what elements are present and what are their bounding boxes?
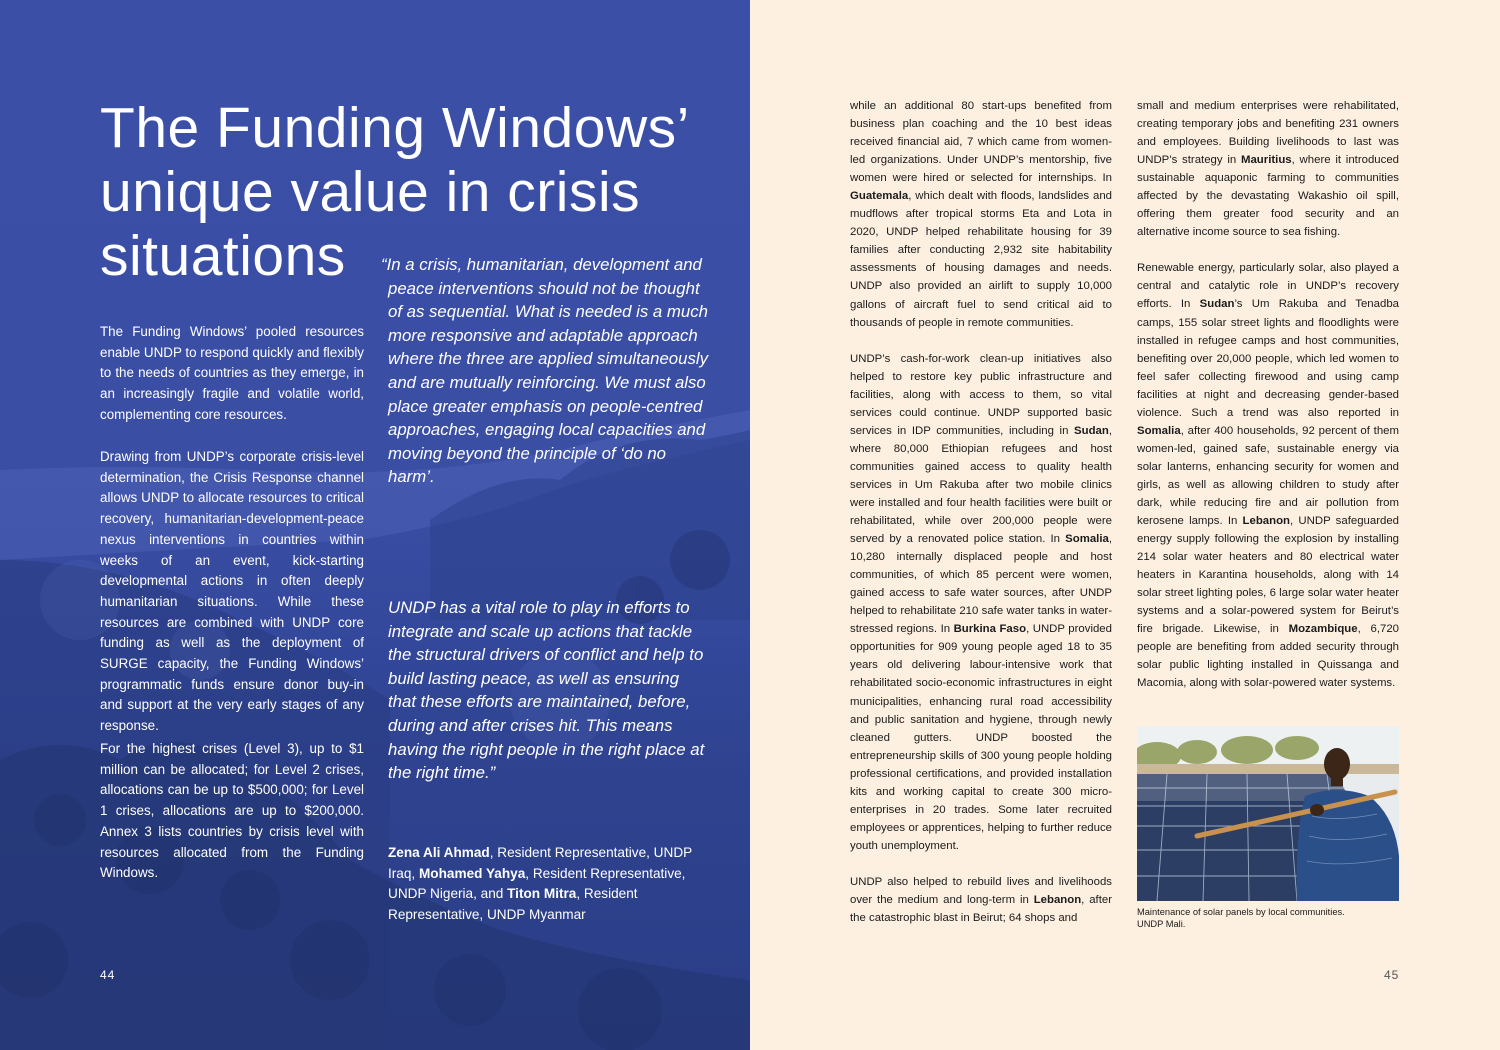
country-name: Mauritius <box>1240 154 1292 167</box>
text-column-2 <box>1137 97 1399 711</box>
page-number: 44 <box>100 968 116 982</box>
page-title: The Funding Windows’ unique value in crisis situations <box>100 96 688 288</box>
text-run: , after the catastrophic blast in Beirut; 64 shops and <box>850 893 1112 925</box>
speaker-name: Zena Ali Ahmad <box>388 845 490 860</box>
paragraph <box>850 97 1112 332</box>
crisis-response-paragraph: Drawing from UNDP’s corporate crisis-level determination, the Crisis Response channel allows UNDP to allocate resources to critical recovery, humanitarian-development-peace nexus interventions in countries within weeks of an event, kick-starting developmental actions in often deeply humanitarian situations. While these resources are combined with UNDP core funding as well as the deployment of SURGE capacity, the Funding Windows’ programmatic funds ensure donor buy-in and support at the very early stages of any response. <box>100 449 364 734</box>
country-name: Burkina Faso <box>953 623 1027 636</box>
speaker-role: , Resident Representative, UNDP Nigeria, and <box>388 865 686 901</box>
crisis-level-paragraph: For the highest crises (Level 3), up to $1 million can be allocated; for Level 2 crises, allocations can be up to $500,000; for Level 1 crises, allocations are up to $200,000. Annex 3 lists countries by crisis level with resources allocated from the Funding Windows. <box>100 741 364 881</box>
text-run: , where it introduced sustainable aquaponic farming to communities affected by the devastating Wakashio oil spill, offering them greater food security and an alternative income source to sea fishing. <box>1137 154 1399 239</box>
text-run: small and medium enterprises were rehabilitated, creating temporary jobs and benefiting 231 owners and employees. Building livelihoods to last was UNDP’s strategy in <box>1137 100 1399 167</box>
text-run: , which dealt with floods, landslides and mudflows after tropical storms Eta and Lota in 2020, UNDP helped rehabilitate housing for 39 families after conducting 2,932 site habitability assessments of housing damages and needs. UNDP also provided an airlift to supply 10,000 gallons of aircraft fuel to send critical aid to thousands of people in remote communities. <box>850 190 1112 329</box>
country-name: Lebanon <box>1242 515 1291 528</box>
text-run: , 6,720 people are benefiting from added security through solar public lighting installed in Quissanga and Macomia, along with solar-powered water systems. <box>1137 623 1399 690</box>
text-run: , UNDP safeguarded energy supply following the explosion by installing 214 solar water heaters and 80 electrical water heaters in Karantina households, along with 14 solar street lighting poles, 6 large solar water heater systems and a solar-powered system for Beirut’s fire brigade. Likewise, in <box>1137 515 1399 636</box>
caption-text: Maintenance of solar panels by local communities. <box>1137 907 1345 917</box>
text-run: , where 80,000 Ethiopian refugees and host communities gained access to quality health services in Um Rakuba after two mobile clinics were installed and four health facilities were built or rehabilitated, while over 200,000 people were served by a renovated police station. In <box>850 424 1112 546</box>
paragraph <box>1137 97 1399 241</box>
country-name: Guatemala <box>850 190 909 203</box>
text-run: UNDP’s cash-for-work clean-up initiatives also helped to restore key public infrastructure and facilities, along with access to them, so vital services could continue. UNDP supported basic services in IDP communities, including in <box>850 352 1112 437</box>
country-name: Mozambique <box>1288 623 1358 636</box>
text-run: UNDP also helped to rebuild lives and livelihoods over the medium and long-term in <box>850 875 1112 906</box>
speaker-role: , Resident Representative, UNDP Myanmar <box>388 886 638 922</box>
page-number: 45 <box>1384 968 1400 982</box>
paragraph <box>850 350 1112 855</box>
text-run: ’s Um Rakuba and Tenadba camps, 155 solar street lights and floodlights were installed in refugee camps and host communities, benefiting over 20,000 people, which led women to feel safer collecting firewood and using camp facilities at night and decreasing gender-based violence. Such a trend was also reported in <box>1137 298 1399 419</box>
speaker-role: , Resident Representative, UNDP Iraq, <box>388 845 692 881</box>
paragraph <box>1137 259 1399 692</box>
speaker-name: Mohamed Yahya <box>418 865 526 881</box>
pull-quote-part-2: UNDP has a vital role to play in efforts to integrate and scale up actions that tackle the structural drivers of conflict and help to build lasting peace, as well as ensuring that these efforts are maintained, before, during and after crises hit. This means having the right people in the right place at the right time.” <box>388 598 705 783</box>
right-page <box>750 0 1500 1050</box>
country-name: Somalia <box>1065 533 1109 546</box>
caption-credit: UNDP Mali. <box>1137 918 1186 929</box>
quote-attribution <box>388 843 718 925</box>
speaker-name: Titon Mitra <box>507 886 577 901</box>
text-run: , after 400 households, 92 percent of them women-led, gained safe, sustainable energy via solar lanterns, enhancing security for women and girls, as well as allowing children to study after dark, while reducing fire and air pollution from kerosene lamps. In <box>1137 424 1399 528</box>
text-run: , UNDP provided opportunities for 909 young people aged 18 to 35 years old delivering labour-intensive work that rehabilitated socio-economic infrastructures in eight municipalities, enhancing rural road accessibility and public sanitation and hygiene, through newly cleaned gutters. UNDP boosted the entrepreneurship skills of 300 young people holding professional certifications, and provided installation kits and working capital to create 300 micro-enterprises in 20 trades. Some later recruited employees or apprentices, helping to further reduce youth unemployment. <box>850 623 1112 852</box>
country-name: Sudan <box>1074 424 1109 437</box>
country-name: Sudan <box>1199 298 1235 311</box>
country-name: Lebanon <box>1033 893 1082 906</box>
intro-paragraph: The Funding Windows’ pooled resources enable UNDP to respond quickly and flexibly to the needs of countries as they emerge, in an increasingly fragile and volatile world, complementing core resources. <box>100 324 364 422</box>
solar-panel-photo <box>1137 726 1399 901</box>
country-name: Somalia <box>1137 424 1181 437</box>
text-column-1 <box>850 97 1112 945</box>
photo-caption <box>1137 907 1399 930</box>
text-run: while an additional 80 start-ups benefited from business plan coaching and the 10 best ideas received financial aid, 7 which came from women-led organizations. Under UNDP’s mentorship, five women were hired or selected for internships. In <box>850 100 1112 185</box>
text-run: Renewable energy, particularly solar, also played a central and catalytic role in UNDP’s recovery efforts. In <box>1137 262 1399 311</box>
paragraph <box>850 873 1112 927</box>
pull-quote-part-1: “In a crisis, humanitarian, development and peace interventions should not be thought of as sequential. What is needed is a much more responsive and adaptable approach where the three are applied simultaneously and are mutually reinforcing. We must also place greater emphasis on people-centred approaches, engaging local capacities and moving beyond the principle of ‘do no harm’. <box>381 255 708 487</box>
text-run: , 10,280 internally displaced people and host communities, of which 85 percent were women, gained access to safe water sources, after UNDP helped to rehabilitate 210 safe water tanks in water-stressed regions. In <box>850 533 1112 636</box>
